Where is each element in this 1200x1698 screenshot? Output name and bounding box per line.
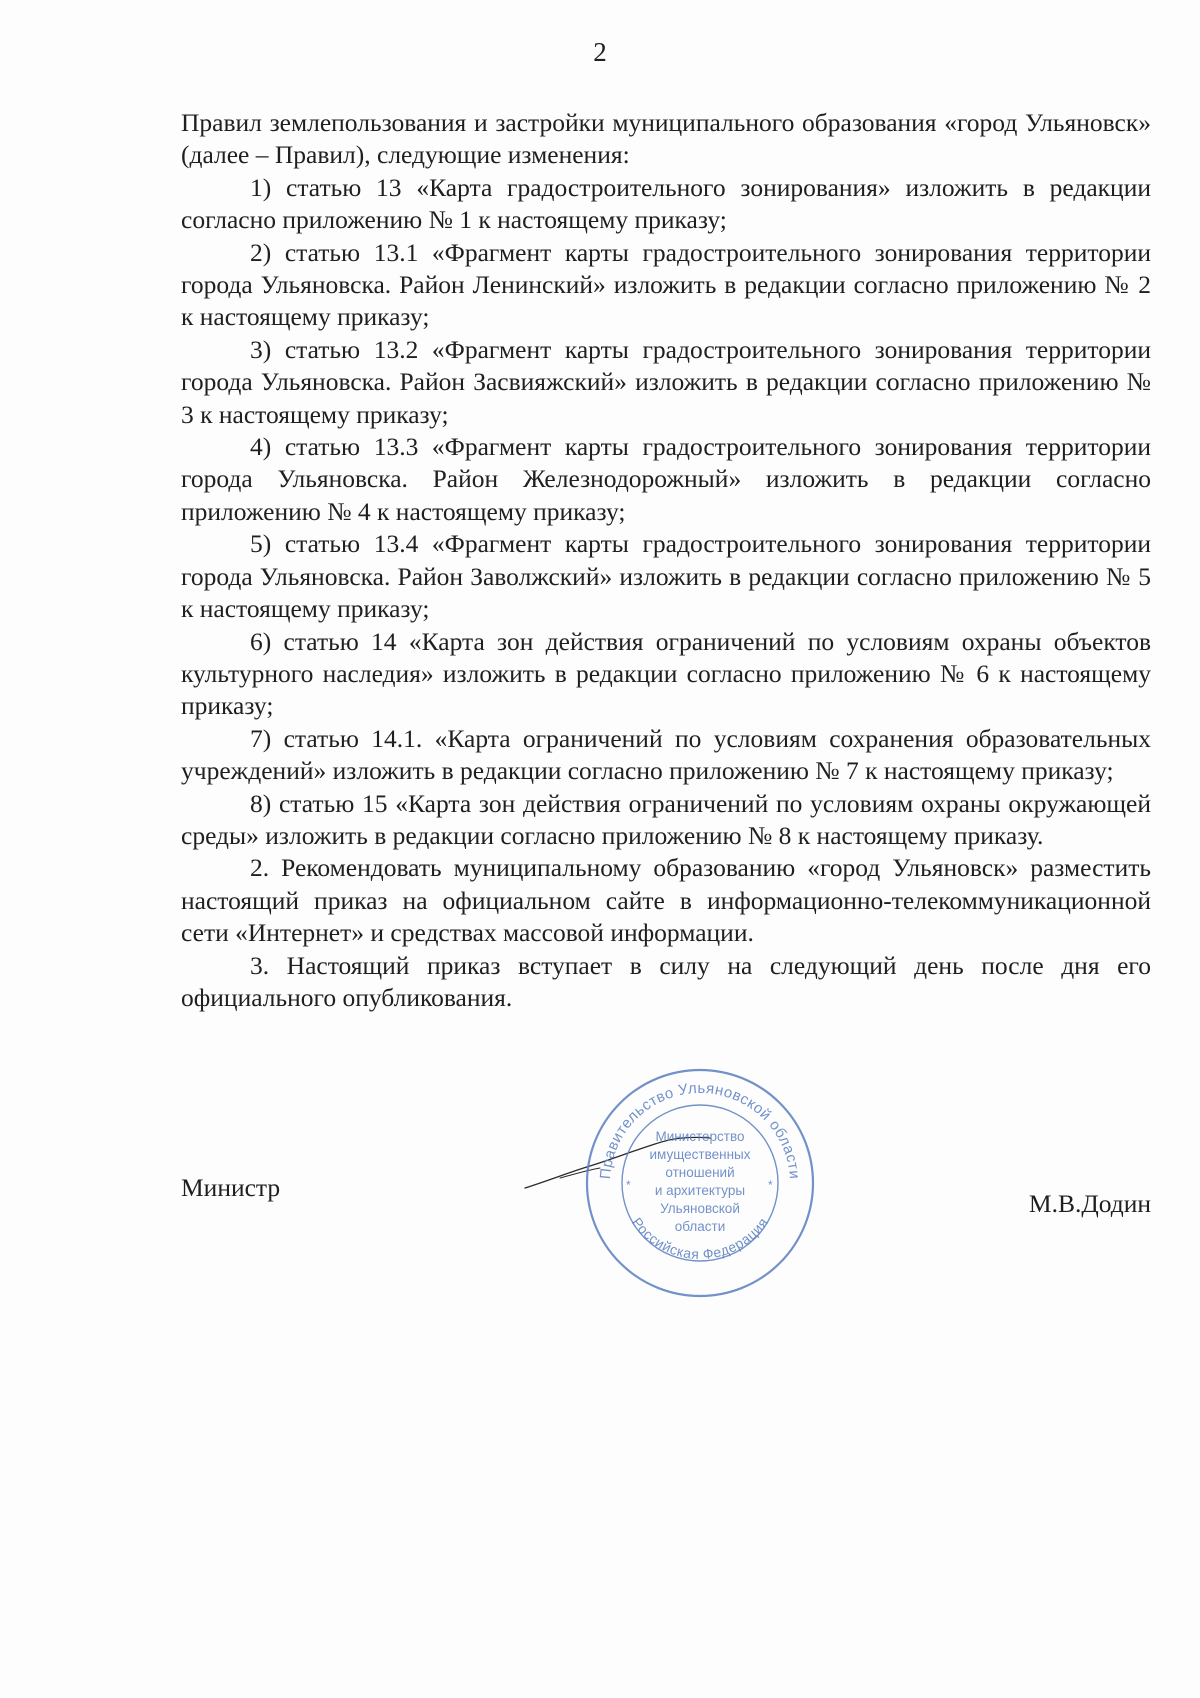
svg-text:*: * — [768, 1178, 773, 1192]
signer-name: М.В.Додин — [1028, 1189, 1151, 1218]
paragraph-item-2: 2) статью 13.1 «Фрагмент карты градостроительного зонирования территории города Ульяновска. Район Ленинский» изложить в редакции согласно приложению № 2 к настоящему приказу; — [181, 237, 1151, 332]
svg-text:и архитектуры: и архитектуры — [654, 1183, 746, 1198]
svg-text:Правительство Ульяновской обла: Правительство Ульяновской области — [596, 1079, 803, 1180]
document-body — [181, 107, 1151, 1014]
paragraph-item-7: 7) статью 14.1. «Карта ограничений по условиям сохранения образовательных учреждений» изложить в редакции согласно приложению № 7 к настоящему приказу; — [181, 723, 1151, 786]
paragraph-item-3: 3) статью 13.2 «Фрагмент карты градостроительного зонирования территории города Ульяновска. Район Засвияжский» изложить в редакции согласно приложению № 3 к настоящему приказу; — [181, 334, 1151, 429]
svg-text:области: области — [674, 1219, 726, 1234]
svg-text:Ульяновской: Ульяновской — [660, 1201, 740, 1216]
paragraph-item-6: 6) статью 14 «Карта зон действия ограничений по условиям охраны объектов культурного наследия» изложить в редакции согласно приложению № 6 к настоящему приказу; — [181, 626, 1151, 721]
paragraph-intro: Правил землепользования и застройки муниципального образования «город Ульяновск» (далее – Правил), следующие изменения: — [181, 108, 1151, 170]
svg-text:Министерство: Министерство — [655, 1129, 745, 1144]
signer-title: Министр — [181, 1173, 281, 1202]
paragraph-item-4: 4) статью 13.3 «Фрагмент карты градостроительного зонирования территории города Ульяновска. Район Железнодорожный» изложить в редакции согласно приложению № 4 к настоящему приказу; — [181, 432, 1151, 526]
svg-text:имущественных: имущественных — [649, 1147, 751, 1162]
paragraph-item-8: 8) статью 15 «Карта зон действия ограничений по условиям охраны окружающей среды» изложить в редакции согласно приложению № 8 к настоящему приказу. — [181, 788, 1151, 850]
paragraph-effective-date: 3. Настоящий приказ вступает в силу на следующий день после дня его официального опубликования. — [181, 950, 1151, 1012]
paragraph-recommendation: 2. Рекомендовать муниципальному образованию «город Ульяновск» разместить настоящий приказ на официальном сайте в информационно-телекоммуникационной сети «Интернет» и средствах массовой информации. — [181, 853, 1151, 948]
paragraph-item-5: 5) статью 13.4 «Фрагмент карты градостроительного зонирования территории города Ульяновска. Район Заволжский» изложить в редакции согласно приложению № 5 к настоящему приказу; — [181, 529, 1151, 624]
svg-text:отношений: отношений — [665, 1165, 735, 1180]
svg-text:*: * — [626, 1178, 631, 1192]
paragraph-item-1: 1) статью 13 «Карта градостроительного зонирования» изложить в редакции согласно приложению № 1 к настоящему приказу; — [181, 172, 1151, 235]
signature-block — [181, 1173, 1151, 1218]
svg-text:Российская Федерация: Российская Федерация — [628, 1214, 772, 1263]
page-number: 2 — [593, 37, 607, 67]
